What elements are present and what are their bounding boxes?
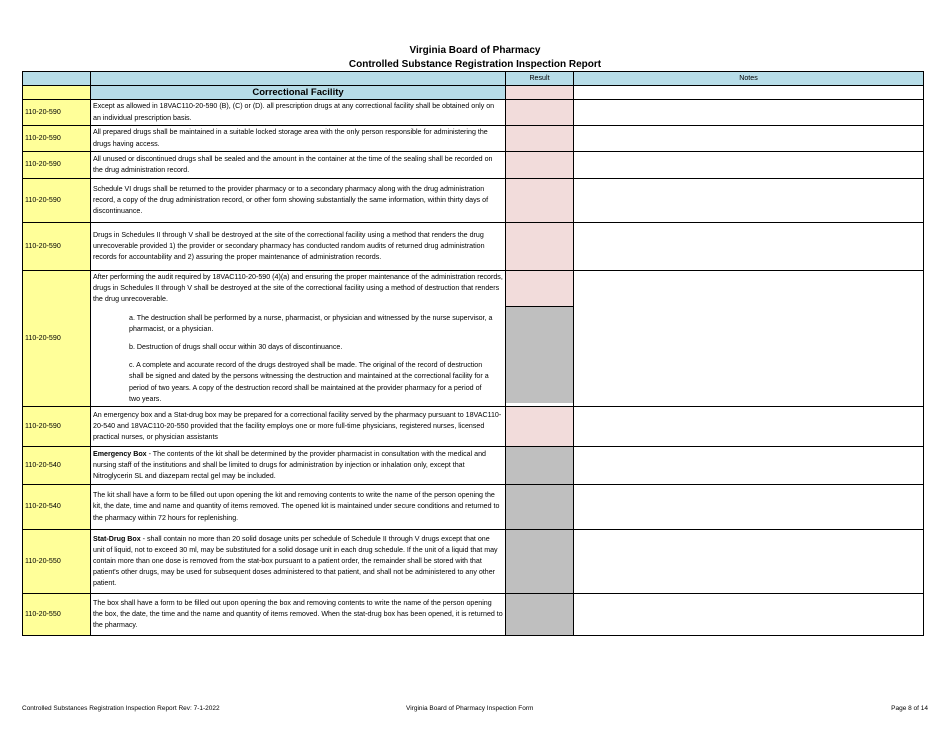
table-row: [23, 179, 924, 223]
result-cell[interactable]: [506, 407, 574, 447]
regulation-code: 110-20-590: [23, 100, 91, 126]
requirement-text: Drugs in Schedules II through V shall be destroyed at the site of the correctional facility using a method that renders the drug unrecoverable provided 1) the provider or secondary pharmacy has conducted random audits of returned drug administration records for accountability and 2) assuring the proper maintenance of administration records.: [91, 223, 506, 271]
header-result: Result: [506, 72, 574, 86]
section-title: Correctional Facility: [91, 86, 506, 100]
section-notes-cell: [574, 86, 924, 100]
notes-cell[interactable]: [574, 271, 924, 407]
footer-page-number: Page 8 of 14: [891, 705, 928, 712]
header-text-blank: [91, 72, 506, 86]
result-cell[interactable]: [506, 223, 574, 271]
regulation-code: 110-20-550: [23, 530, 91, 594]
regulation-code: 110-20-590: [23, 271, 91, 407]
table-header-row: [23, 72, 924, 86]
requirement-text: Schedule VI drugs shall be returned to the provider pharmacy or to a secondary pharmacy along with the drug administration record, a copy of the drug administration record, or other form showing substantially the same information, within thirty days of discontinuance.: [91, 179, 506, 223]
requirement-text: All prepared drugs shall be maintained in a suitable locked storage area with the only person responsible for administering the drugs having access.: [91, 126, 506, 152]
requirement-text: An emergency box and a Stat-drug box may be prepared for a correctional facility served by the pharmacy pursuant to 18VAC110-20-540 and 18VAC110-20-550 provided that the facility employs one or more full-time physicians, registered nurses, licensed practical nurses, or physician assistants: [91, 407, 506, 447]
sub-item-c: c. A complete and accurate record of the drugs destroyed shall be made. The original of the record of destruction shall be signed and dated by the persons witnessing the destruction and maintained at the correctional facility for a period of two years. A copy of the destruction record shall be maintained at the provider pharmacy for a period of two years.: [129, 361, 489, 403]
report-title: Controlled Substance Registration Inspection Report: [348, 59, 602, 70]
regulation-code: 110-20-540: [23, 447, 91, 485]
result-cell-disabled: [506, 307, 573, 403]
board-title: Virginia Board of Pharmacy: [409, 45, 541, 56]
result-cell[interactable]: [506, 179, 574, 223]
table-row: [23, 152, 924, 179]
regulation-code: 110-20-590: [23, 179, 91, 223]
table-row: [23, 485, 924, 530]
table-row: [23, 407, 924, 447]
notes-cell[interactable]: [574, 179, 924, 223]
footer-revision: Controlled Substances Registration Inspection Report Rev: 7-1-2022: [22, 705, 220, 712]
requirement-text: - shall contain no more than 20 solid dosage units per schedule of Schedule II through V drugs except that one unit of liquid, not to exceed 30 ml, may be substituted for a solid dosage unit in each drug schedule. If the unit of a liquid that may contain more than one dose is removed from the stat-box pursuant to a patient order, the remainder shall be stored with that patient's other drugs, may be used for subsequent doses administered to that patient, and shall not be administered to any other patient.: [93, 534, 498, 588]
result-cell-disabled: [506, 530, 574, 594]
table-row: [23, 126, 924, 152]
requirement-text-block: [91, 530, 506, 594]
requirement-text-block: [91, 447, 506, 485]
result-cell[interactable]: [506, 126, 574, 152]
notes-cell[interactable]: [574, 447, 924, 485]
table-row: [23, 223, 924, 271]
notes-cell[interactable]: [574, 100, 924, 126]
table-row: [23, 447, 924, 485]
section-row: [23, 86, 924, 100]
table-row: [23, 100, 924, 126]
requirement-text: All unused or discontinued drugs shall be sealed and the amount in the container at the time of the sealing shall be recorded on the drug administration record.: [91, 152, 506, 179]
result-cell[interactable]: [506, 152, 574, 179]
regulation-code: 110-20-550: [23, 594, 91, 636]
section-result-cell: [506, 86, 574, 100]
sub-item-a: a. The destruction shall be performed by a nurse, pharmacist, or physician and witnessed by the nurse supervisor, a pharmacist, or a physician.: [129, 313, 493, 333]
inspection-table: [22, 71, 924, 636]
result-cell-disabled: [506, 485, 574, 530]
result-cell-disabled: [506, 594, 574, 636]
section-code-cell: [23, 86, 91, 100]
notes-cell[interactable]: [574, 126, 924, 152]
notes-cell[interactable]: [574, 223, 924, 271]
requirement-text: Except as allowed in 18VAC110-20-590 (B), (C) or (D). all prescription drugs at any correctional facility shall be obtained only on an individual prescription basis.: [91, 100, 506, 126]
table-row: [23, 594, 924, 636]
header-code-blank: [23, 72, 91, 86]
regulation-code: 110-20-590: [23, 126, 91, 152]
result-cell-split: [506, 271, 574, 407]
table-row: [23, 271, 924, 407]
footer-form-name: Virginia Board of Pharmacy Inspection Form: [406, 705, 534, 712]
regulation-code: 110-20-590: [23, 152, 91, 179]
regulation-code: 110-20-590: [23, 223, 91, 271]
notes-cell[interactable]: [574, 407, 924, 447]
notes-cell[interactable]: [574, 152, 924, 179]
result-cell[interactable]: [506, 271, 573, 307]
table-row: [23, 530, 924, 594]
stat-drug-box-label: Stat-Drug Box: [93, 534, 141, 543]
notes-cell[interactable]: [574, 530, 924, 594]
regulation-code: 110-20-590: [23, 407, 91, 447]
emergency-box-label: Emergency Box: [93, 449, 147, 458]
requirement-text-block: [91, 271, 506, 407]
requirement-text: The kit shall have a form to be filled out upon opening the kit and removing contents to write the name of the person opening the kit, the date, time and name and quantity of items removed. The opened kit is maintained under secure conditions and returned to the pharmacy within 72 hours for replenishing.: [91, 485, 506, 530]
requirement-text: After performing the audit required by 18VAC110-20-590 (4)(a) and ensuring the proper maintenance of the administration records, drugs in Schedules II through V shall be destroyed at the site of the correctional facility using a method of destruction that renders the drug unrecoverable.: [93, 273, 503, 304]
requirement-text: - The contents of the kit shall be determined by the provider pharmacist in consultation with the medical and nursing staff of the institutions and shall be limited to drugs for administration by injection or inhalation only, except that Nitroglycerin SL and diazepam rectal gel may be included.: [93, 449, 486, 481]
requirement-text: The box shall have a form to be filled out upon opening the box and removing contents to write the name of the person opening the box, the date, the time and the name and quantity of items removed. When the stat-drug box has been opened, it is returned to the pharmacy.: [91, 594, 506, 636]
notes-cell[interactable]: [574, 594, 924, 636]
regulation-code: 110-20-540: [23, 485, 91, 530]
result-cell[interactable]: [506, 100, 574, 126]
notes-cell[interactable]: [574, 485, 924, 530]
sub-item-b: b. Destruction of drugs shall occur within 30 days of discontinuance.: [129, 343, 343, 352]
result-cell-disabled: [506, 447, 574, 485]
header-notes: Notes: [574, 72, 924, 86]
